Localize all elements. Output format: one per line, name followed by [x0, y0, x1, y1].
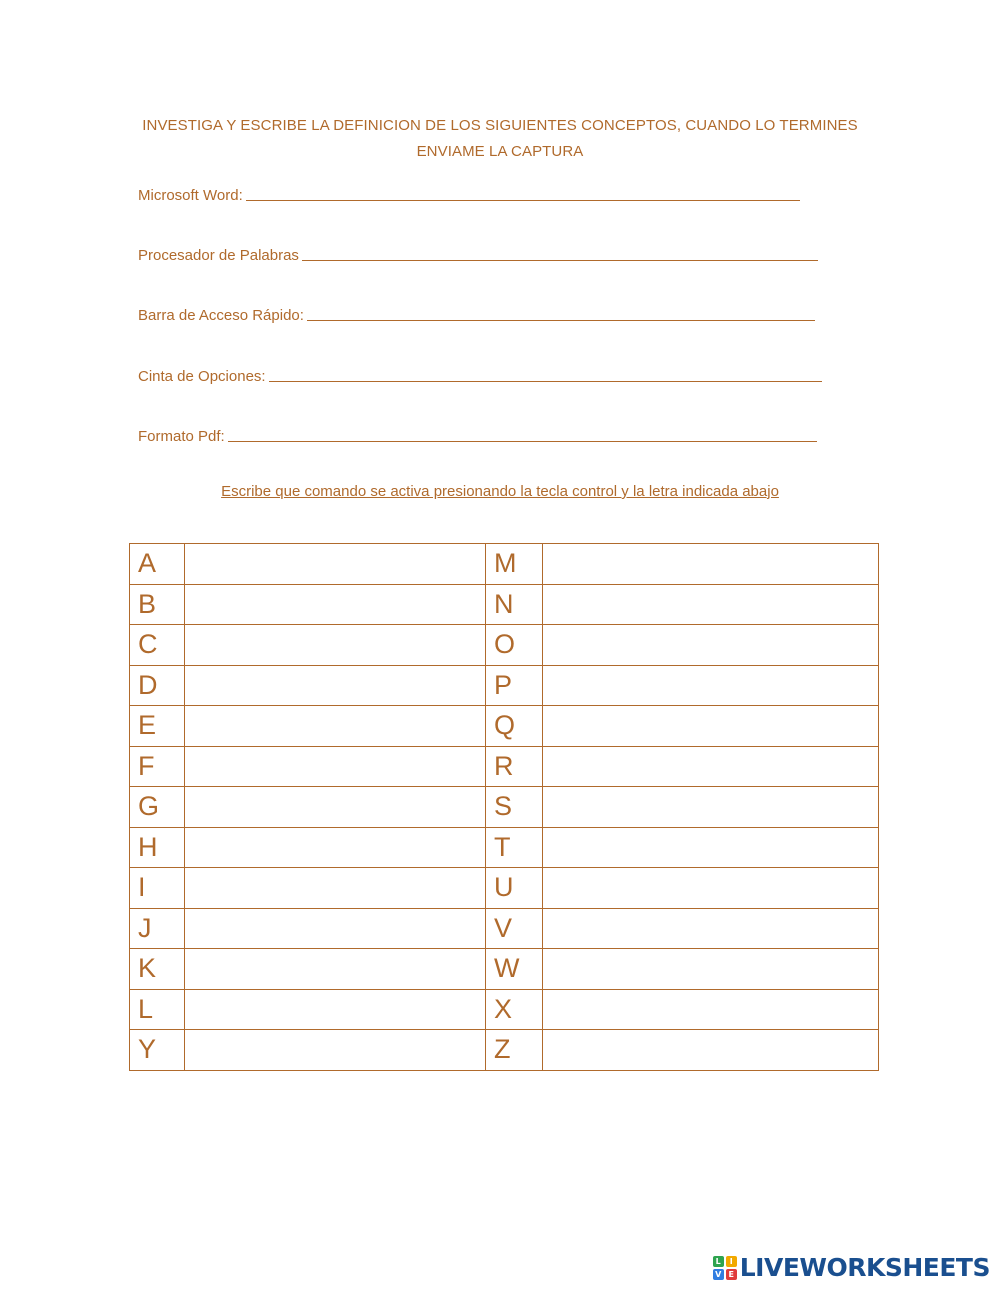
letter-cell: R [486, 746, 543, 787]
letter-cell: S [486, 787, 543, 828]
answer-cell[interactable] [185, 1030, 486, 1071]
answer-cell[interactable] [185, 868, 486, 909]
letter-cell: W [486, 949, 543, 990]
letter-cell: Q [486, 706, 543, 747]
answer-cell[interactable] [543, 827, 879, 868]
answer-cell[interactable] [185, 827, 486, 868]
letter-cell: P [486, 665, 543, 706]
field-label-barra-de-acceso-rapido: Barra de Acceso Rápido: [138, 307, 304, 324]
table-row [130, 706, 879, 747]
field-barra-de-acceso-rapido [138, 302, 815, 324]
worksheet-title-line-1: INVESTIGA Y ESCRIBE LA DEFINICION DE LOS SIGUIENTES CONCEPTOS, CUANDO LO TERMINES [142, 117, 858, 134]
table-row [130, 584, 879, 625]
letter-cell: F [130, 746, 185, 787]
answer-cell[interactable] [543, 989, 879, 1030]
answer-cell[interactable] [543, 868, 879, 909]
logo-tile: V [713, 1269, 724, 1280]
brand-wordmark: LIVEWORKSHEETS [739, 1253, 990, 1282]
answer-cell[interactable] [543, 949, 879, 990]
answer-cell[interactable] [185, 989, 486, 1030]
answer-cell[interactable] [543, 584, 879, 625]
letter-cell: Z [486, 1030, 543, 1071]
table-row [130, 868, 879, 909]
logo-tile: L [713, 1256, 724, 1267]
liveworksheets-brand [713, 1253, 990, 1282]
table-row [130, 625, 879, 666]
letter-cell: A [130, 544, 185, 585]
letter-cell: G [130, 787, 185, 828]
table-row [130, 949, 879, 990]
table-row [130, 746, 879, 787]
letter-cell: X [486, 989, 543, 1030]
field-label-microsoft-word: Microsoft Word: [138, 187, 243, 204]
table-row [130, 989, 879, 1030]
letter-cell: I [130, 868, 185, 909]
answer-cell[interactable] [543, 625, 879, 666]
field-label-cinta-de-opciones: Cinta de Opciones: [138, 368, 266, 385]
letter-cell: T [486, 827, 543, 868]
answer-cell[interactable] [543, 665, 879, 706]
shortcut-table [129, 543, 879, 1071]
table-row [130, 544, 879, 585]
logo-tile: I [726, 1256, 737, 1267]
answer-cell[interactable] [185, 787, 486, 828]
answer-cell[interactable] [185, 665, 486, 706]
letter-cell: J [130, 908, 185, 949]
table-row [130, 1030, 879, 1071]
answer-cell[interactable] [543, 544, 879, 585]
letter-cell: K [130, 949, 185, 990]
answer-line-microsoft-word[interactable] [246, 184, 800, 201]
answer-cell[interactable] [185, 949, 486, 990]
letter-cell: N [486, 584, 543, 625]
answer-cell[interactable] [543, 908, 879, 949]
answer-cell[interactable] [185, 706, 486, 747]
field-cinta-de-opciones [138, 363, 822, 385]
field-procesador-de-palabras [138, 242, 818, 264]
letter-cell: Y [130, 1030, 185, 1071]
table-row [130, 827, 879, 868]
letter-cell: L [130, 989, 185, 1030]
field-microsoft-word [138, 182, 800, 204]
letter-cell: U [486, 868, 543, 909]
answer-line-cinta-de-opciones[interactable] [269, 365, 822, 382]
answer-cell[interactable] [185, 746, 486, 787]
letter-cell: B [130, 584, 185, 625]
answer-cell[interactable] [543, 746, 879, 787]
field-formato-pdf [138, 423, 817, 445]
letter-cell: D [130, 665, 185, 706]
letter-cell: H [130, 827, 185, 868]
table-instruction: Escribe que comando se activa presionando la tecla control y la letra indicada abajo [221, 483, 779, 500]
answer-cell[interactable] [543, 706, 879, 747]
field-label-procesador-de-palabras: Procesador de Palabras [138, 247, 299, 264]
worksheet-title-line-2: ENVIAME LA CAPTURA [416, 143, 584, 160]
answer-line-barra-de-acceso-rapido[interactable] [307, 304, 815, 321]
answer-cell[interactable] [185, 625, 486, 666]
answer-cell[interactable] [185, 544, 486, 585]
answer-cell[interactable] [185, 584, 486, 625]
letter-cell: C [130, 625, 185, 666]
table-row [130, 787, 879, 828]
field-label-formato-pdf: Formato Pdf: [138, 428, 225, 445]
answer-cell[interactable] [543, 1030, 879, 1071]
letter-cell: M [486, 544, 543, 585]
table-row [130, 908, 879, 949]
table-row [130, 665, 879, 706]
answer-cell[interactable] [543, 787, 879, 828]
letter-cell: V [486, 908, 543, 949]
answer-cell[interactable] [185, 908, 486, 949]
answer-line-formato-pdf[interactable] [228, 425, 817, 442]
letter-cell: O [486, 625, 543, 666]
letter-cell: E [130, 706, 185, 747]
logo-tile: E [726, 1269, 737, 1280]
liveworksheets-logo-icon [713, 1256, 737, 1280]
answer-line-procesador-de-palabras[interactable] [302, 244, 818, 261]
